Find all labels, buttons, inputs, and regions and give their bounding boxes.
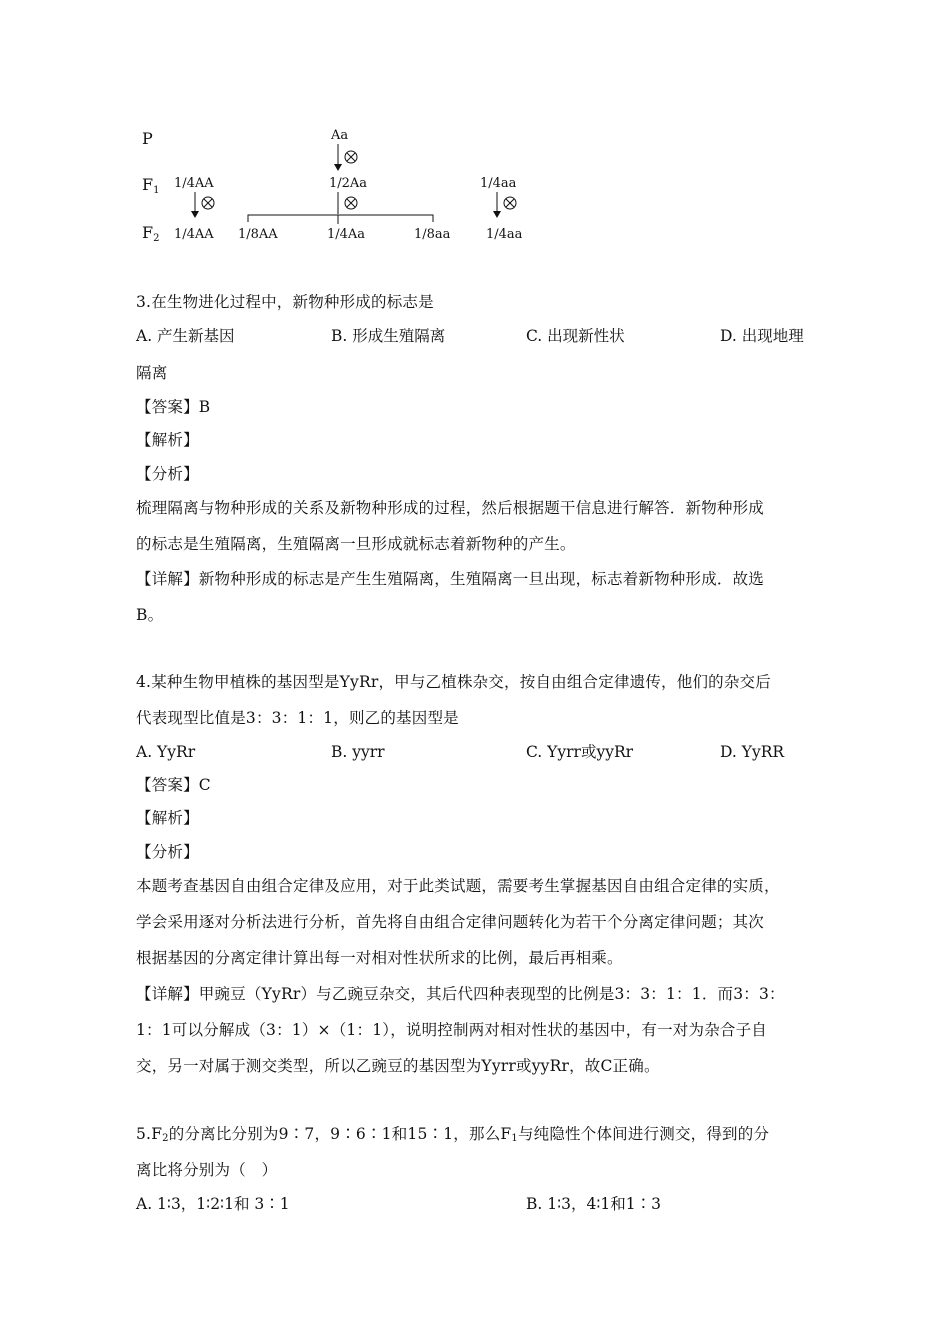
question-5-stem-2: 离比将分别为（ ） xyxy=(136,1161,278,1179)
f1-aa-dominant: 1/4AA xyxy=(174,176,214,191)
arrowhead-parent xyxy=(334,164,342,171)
q5-subscript: 1 xyxy=(511,1133,518,1144)
selfing-icon xyxy=(345,197,357,209)
q3-detail-line: 【详解】新物种形成的标志是产生生殖隔离，生殖隔离一旦出现，标志着新物种形成．故选 xyxy=(136,570,765,588)
gen-label-f1 xyxy=(142,175,159,196)
arrowhead-left xyxy=(191,211,199,218)
f2-value: 1/8aa xyxy=(414,227,451,242)
q4-answer: 【答案】C xyxy=(136,776,211,794)
f2-value: 1/8AA xyxy=(238,227,278,242)
q3-detail-line: B。 xyxy=(136,606,164,624)
q3-answer: 【答案】B xyxy=(136,398,211,416)
q4-option-c: C. Yyrr或yyRr xyxy=(526,743,634,761)
f2-value: 1/4Aa xyxy=(327,227,366,242)
f1-letter: F xyxy=(142,175,154,194)
question-4-stem: 4.某种生物甲植株的基因型是YyRr，甲与乙植株杂交，按自由组合定律遗传，他们的杂交后 xyxy=(136,673,771,691)
selfing-icon xyxy=(202,197,214,209)
f2-value: 1/4aa xyxy=(486,227,523,242)
gen-label-p: P xyxy=(142,129,153,148)
q4-option-d: D. YyRR xyxy=(720,743,785,761)
q3-option-d-wrap: 隔离 xyxy=(136,364,168,382)
f2-letter: F xyxy=(142,223,154,242)
f1-subscript: 1 xyxy=(153,185,160,196)
f2-value: 1/4AA xyxy=(174,227,214,242)
parent-genotype: Aa xyxy=(331,128,349,143)
q3-option-a: A. 产生新基因 xyxy=(136,327,235,345)
q5-option-b: B. 1∶3，4∶1和1∶3 xyxy=(526,1195,661,1213)
q4-fenxi-heading: 【分析】 xyxy=(136,843,199,861)
q4-analysis-line: 根据基因的分离定律计算出每一对相对性状所求的比例，最后再相乘。 xyxy=(136,949,623,967)
q5-stem-part: 与纯隐性个体间进行测交，得到的分 xyxy=(517,1125,770,1143)
q4-jiexi-heading: 【解析】 xyxy=(136,809,199,827)
q4-option-a: A. YyRr xyxy=(136,743,196,761)
gen-label-f2 xyxy=(142,223,159,244)
f2-subscript: 2 xyxy=(153,233,160,244)
arrowhead-right xyxy=(493,211,501,218)
q5-subscript: 2 xyxy=(162,1133,169,1144)
question-4-stem: 代表现型比值是3：3：1：1，则乙的基因型是 xyxy=(136,709,459,727)
q3-analysis-line: 梳理隔离与物种形成的关系及新物种形成的过程，然后根据题干信息进行解答．新物种形成 xyxy=(136,499,765,517)
q3-option-b: B. 形成生殖隔离 xyxy=(331,327,446,345)
q3-analysis-line: 的标志是生殖隔离，生殖隔离一旦形成就标志着新物种的产生。 xyxy=(136,535,576,553)
offspring-bracket xyxy=(248,215,433,222)
question-5-stem xyxy=(136,1124,769,1149)
q4-analysis-line: 学会采用逐对分析法进行分析，首先将自由组合定律问题转化为若干个分离定律问题；其次 xyxy=(136,913,765,931)
q5-stem-part: 5.F xyxy=(136,1125,163,1143)
q3-jiexi-heading: 【解析】 xyxy=(136,431,199,449)
selfing-icon xyxy=(345,151,357,163)
q5-option-a: A. 1∶3，1∶2∶1和 3∶1 xyxy=(136,1195,290,1213)
f1-heterozygous: 1/2Aa xyxy=(329,176,368,191)
q4-analysis-line: 本题考查基因自由组合定律及应用，对于此类试题，需要考生掌握基因自由组合定律的实质， xyxy=(136,877,780,895)
question-3-stem: 3.在生物进化过程中，新物种形成的标志是 xyxy=(136,293,434,311)
genetic-cross-diagram xyxy=(0,0,950,260)
q4-detail-line: 1：1可以分解成（3：1）×（1：1），说明控制两对相对性状的基因中，有一对为杂合子自 xyxy=(136,1021,768,1039)
q5-stem-part: 的分离比分别为9∶7，9∶6∶1和15∶1，那么F xyxy=(168,1125,512,1143)
selfing-icon xyxy=(504,197,516,209)
q4-detail-line: 交，另一对属于测交类型，所以乙豌豆的基因型为Yyrr或yyRr，故C正确。 xyxy=(136,1057,660,1075)
q3-option-c: C. 出现新性状 xyxy=(526,327,625,345)
q4-detail-line: 【详解】甲豌豆（YyRr）与乙豌豆杂交，其后代四种表现型的比例是3：3：1：1．而3：3： xyxy=(136,985,785,1003)
q3-fenxi-heading: 【分析】 xyxy=(136,465,199,483)
q3-option-d: D. 出现地理 xyxy=(720,327,804,345)
f1-aa-recessive: 1/4aa xyxy=(480,176,517,191)
q4-option-b: B. yyrr xyxy=(331,743,385,761)
